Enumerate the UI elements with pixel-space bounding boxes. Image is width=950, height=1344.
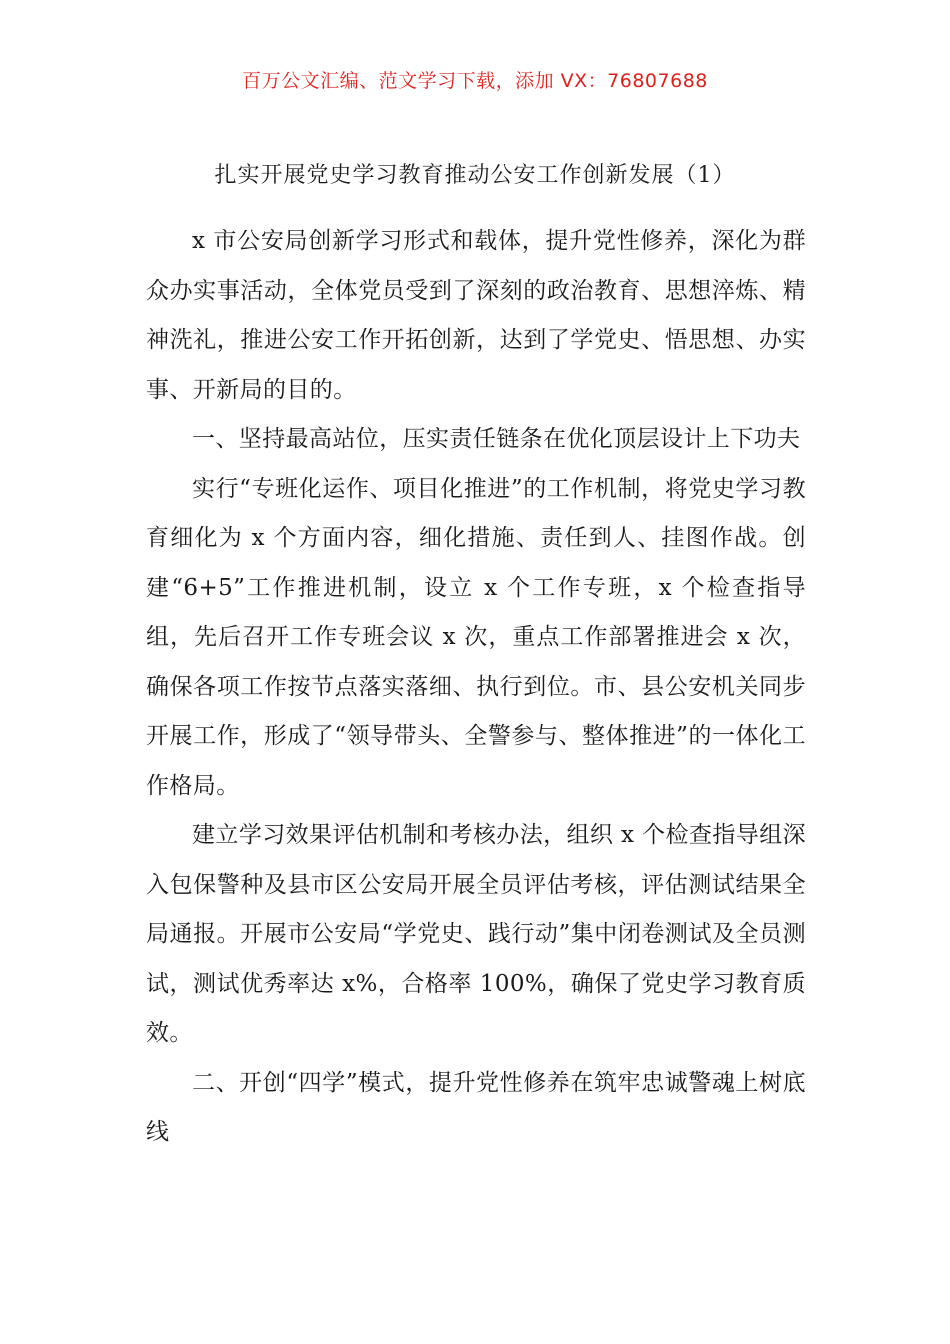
document-title: 扎实开展党史学习教育推动公安工作创新发展（1） [214, 163, 736, 188]
section-heading-1: 一、坚持最高站位，压实责任链条在优化顶层设计上下功夫 [192, 426, 801, 452]
header-watermark-note: 百万公文汇编、范文学习下载，添加 VX：76807688 [242, 70, 708, 92]
paragraph-evaluation: 建立学习效果评估机制和考核办法，组织 x 个检查指导组深入包保警种及县市区公安局开展全员评估考核，评估测试结果全局通报。开展市公安局“学党史、践行动”集中闭卷测试及全员测试，测试优秀率达 x%，合格率 100%，确保了党史学习教育质效。 [146, 822, 806, 1046]
paragraph-mechanism: 实行“专班化运作、项目化推进”的工作机制，将党史学习教育细化为 x 个方面内容，细化措施、责任到人、挂图作战。创建“6+5”工作推进机制，设立 x 个工作专班，x 个检查指导组，先后召开工作专班会议 x 次，重点工作部署推进会 x 次，确保各项工作按节点落实落细、执行到位。市、县公安机关同步开展工作，形成了“领导带头、全警参与、整体推进”的一体化工作格局。 [146, 475, 806, 799]
paragraph-intro: x 市公安局创新学习形式和载体，提升党性修养，深化为群众办实事活动，全体党员受到了深刻的政治教育、思想淬炼、精神洗礼，推进公安工作开拓创新，达到了学党史、悟思想、办实事、开新局的目的。 [146, 228, 806, 403]
section-heading-2: 二、开创“四学”模式，提升党性修养在筑牢忠诚警魂上树底线 [146, 1069, 806, 1145]
document-body [146, 217, 806, 1158]
